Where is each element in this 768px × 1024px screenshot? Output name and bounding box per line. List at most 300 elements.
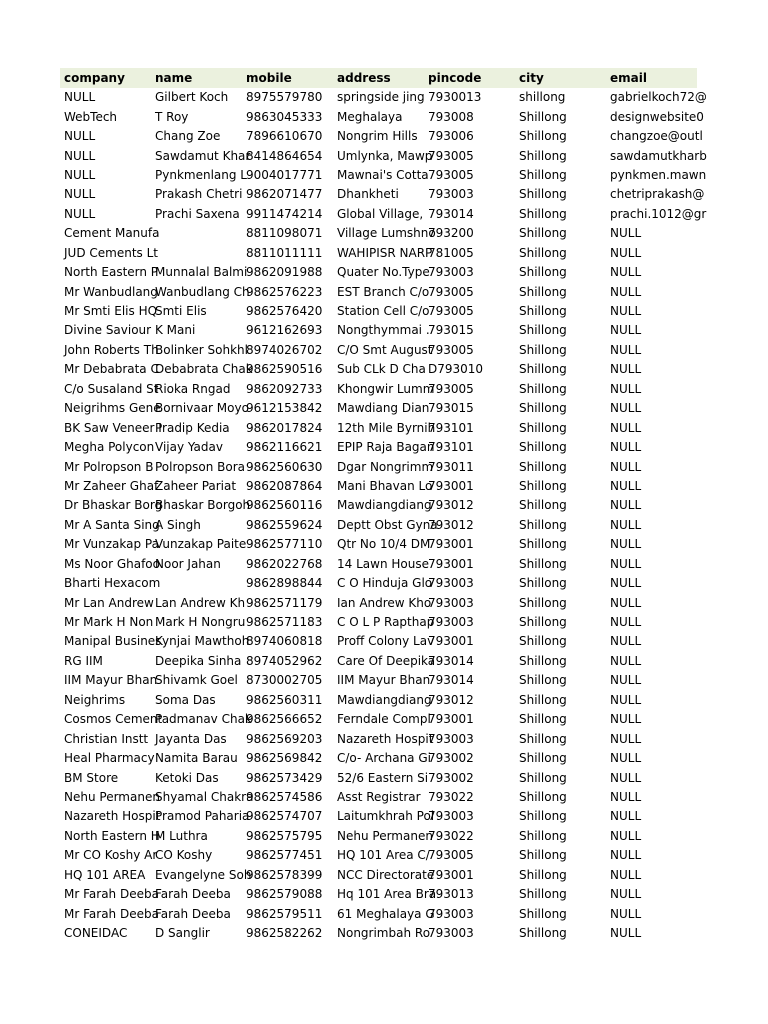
cell-pincode[interactable]: 793003 xyxy=(428,906,474,921)
cell-pincode[interactable]: 793014 xyxy=(428,653,474,668)
cell-city[interactable]: Shillong xyxy=(519,129,567,144)
cell-mobile[interactable]: 9862575795 xyxy=(246,828,323,843)
cell-mobile[interactable]: 9862576420 xyxy=(246,304,323,319)
cell-pincode[interactable]: 793001 xyxy=(428,537,474,552)
column-header-company[interactable]: company xyxy=(64,70,125,85)
cell-name[interactable]: Lan Andrew Kh xyxy=(155,595,246,610)
cell-mobile[interactable]: 9862091988 xyxy=(246,265,323,280)
cell-email[interactable]: NULL xyxy=(610,342,642,357)
cell-name[interactable]: Zaheer Pariat xyxy=(155,478,237,493)
cell-city[interactable]: Shillong xyxy=(519,556,567,571)
cell-pincode[interactable]: 793005 xyxy=(428,148,474,163)
cell-mobile[interactable]: 8811011111 xyxy=(246,245,323,260)
cell-address[interactable]: Nongrim Hills xyxy=(337,129,418,144)
table-row[interactable] xyxy=(60,127,703,146)
cell-pincode[interactable]: 793003 xyxy=(428,615,474,630)
cell-name[interactable]: A Singh xyxy=(155,517,201,532)
cell-name[interactable]: Sawdamut Khar xyxy=(155,148,251,163)
cell-pincode[interactable]: 793001 xyxy=(428,478,474,493)
cell-address[interactable]: 12th Mile Byrnih xyxy=(337,420,436,435)
cell-address[interactable]: C/O Smt August xyxy=(337,342,433,357)
table-row[interactable] xyxy=(60,710,697,729)
cell-company[interactable]: John Roberts Th xyxy=(64,342,159,357)
table-row[interactable] xyxy=(60,496,697,515)
table-row[interactable] xyxy=(60,263,697,282)
cell-city[interactable]: Shillong xyxy=(519,187,567,202)
cell-pincode[interactable]: 793013 xyxy=(428,887,474,902)
cell-company[interactable]: Neighrims xyxy=(64,692,126,707)
cell-mobile[interactable]: 8414864654 xyxy=(246,148,323,163)
cell-city[interactable]: Shillong xyxy=(519,712,567,727)
cell-address[interactable]: C O Hinduja Glo xyxy=(337,576,433,591)
cell-email[interactable]: NULL xyxy=(610,459,642,474)
cell-name[interactable]: Deepika Sinha xyxy=(155,653,242,668)
cell-email[interactable]: NULL xyxy=(610,828,642,843)
table-row[interactable] xyxy=(60,107,704,126)
cell-address[interactable]: 14 Lawn House xyxy=(337,556,429,571)
table-row[interactable] xyxy=(60,457,697,476)
cell-company[interactable]: Bharti Hexacom xyxy=(64,576,161,591)
cell-name[interactable]: Soma Das xyxy=(155,692,216,707)
cell-name[interactable]: Padmanav Chak xyxy=(155,712,252,727)
cell-address[interactable]: Station Cell C/o xyxy=(337,304,430,319)
cell-email[interactable]: NULL xyxy=(610,653,642,668)
cell-city[interactable]: Shillong xyxy=(519,265,567,280)
table-row[interactable] xyxy=(60,807,697,826)
cell-company[interactable]: Dr Bhaskar Borg xyxy=(64,498,163,513)
cell-mobile[interactable]: 9862566652 xyxy=(246,712,323,727)
cell-city[interactable]: Shillong xyxy=(519,517,567,532)
cell-pincode[interactable]: 793011 xyxy=(428,459,474,474)
cell-city[interactable]: Shillong xyxy=(519,459,567,474)
table-row[interactable] xyxy=(60,302,697,321)
cell-pincode[interactable]: 793005 xyxy=(428,167,474,182)
cell-company[interactable]: Mr Smti Elis HQ xyxy=(64,304,158,319)
table-row[interactable] xyxy=(60,749,697,768)
column-header-pincode[interactable]: pincode xyxy=(428,70,482,85)
cell-address[interactable]: WAHIPISR NARP xyxy=(337,245,433,260)
cell-name[interactable]: CO Koshy xyxy=(155,848,213,863)
cell-pincode[interactable]: 793003 xyxy=(428,187,474,202)
cell-company[interactable]: C/o Susaland St xyxy=(64,381,159,396)
cell-city[interactable]: Shillong xyxy=(519,167,567,182)
table-row[interactable] xyxy=(60,418,697,437)
cell-company[interactable]: Mr Lan Andrew xyxy=(64,595,154,610)
cell-email[interactable]: NULL xyxy=(610,712,642,727)
table-row[interactable] xyxy=(60,904,697,923)
cell-mobile[interactable]: 8974060818 xyxy=(246,634,323,649)
cell-address[interactable]: Hq 101 Area Bra xyxy=(337,887,437,902)
cell-company[interactable]: Megha Polycon xyxy=(64,440,155,455)
table-row[interactable] xyxy=(60,88,707,107)
table-row[interactable] xyxy=(60,924,697,943)
table-row[interactable] xyxy=(60,866,697,885)
cell-name[interactable]: Noor Jahan xyxy=(155,556,221,571)
cell-address[interactable]: Ian Andrew Kho xyxy=(337,595,432,610)
cell-mobile[interactable]: 9862578399 xyxy=(246,867,323,882)
table-row[interactable] xyxy=(60,244,697,263)
cell-mobile[interactable]: 9862576223 xyxy=(246,284,323,299)
cell-address[interactable]: 52/6 Eastern Si xyxy=(337,770,429,785)
cell-address[interactable]: Meghalaya xyxy=(337,109,403,124)
cell-city[interactable]: Shillong xyxy=(519,867,567,882)
cell-address[interactable]: EST Branch C/o xyxy=(337,284,430,299)
cell-city[interactable]: Shillong xyxy=(519,420,567,435)
cell-mobile[interactable]: 9862582262 xyxy=(246,926,323,941)
cell-mobile[interactable]: 9862573429 xyxy=(246,770,323,785)
cell-pincode[interactable]: 793003 xyxy=(428,731,474,746)
cell-address[interactable]: Laitumkhrah Pol xyxy=(337,809,435,824)
cell-address[interactable]: Nongrimbah Ro xyxy=(337,926,431,941)
cell-name[interactable]: Namita Barau xyxy=(155,751,238,766)
cell-mobile[interactable]: 8975579780 xyxy=(246,90,323,105)
cell-email[interactable]: NULL xyxy=(610,304,642,319)
cell-email[interactable]: NULL xyxy=(610,284,642,299)
cell-address[interactable]: C/o- Archana Gi xyxy=(337,751,431,766)
cell-pincode[interactable]: 793002 xyxy=(428,770,474,785)
cell-pincode[interactable]: 793003 xyxy=(428,595,474,610)
cell-company[interactable]: NULL xyxy=(64,167,96,182)
cell-pincode[interactable]: 793001 xyxy=(428,556,474,571)
cell-city[interactable]: Shillong xyxy=(519,770,567,785)
cell-pincode[interactable]: 793003 xyxy=(428,576,474,591)
cell-mobile[interactable]: 9862022768 xyxy=(246,556,323,571)
cell-city[interactable]: Shillong xyxy=(519,731,567,746)
cell-email[interactable]: NULL xyxy=(610,867,642,882)
table-row[interactable] xyxy=(60,185,705,204)
cell-mobile[interactable]: 7896610670 xyxy=(246,129,323,144)
cell-company[interactable]: North Eastern P xyxy=(64,265,159,280)
table-row[interactable] xyxy=(60,691,697,710)
cell-email[interactable]: designwebsite0 xyxy=(610,109,704,124)
table-row[interactable] xyxy=(60,613,697,632)
cell-mobile[interactable]: 9862087864 xyxy=(246,478,323,493)
cell-company[interactable]: Mr Mark H Non xyxy=(64,615,154,630)
cell-pincode[interactable]: 793022 xyxy=(428,828,474,843)
table-row[interactable] xyxy=(60,399,697,418)
cell-email[interactable]: sawdamutkharb xyxy=(610,148,707,163)
cell-company[interactable]: Mr A Santa Sing xyxy=(64,517,160,532)
cell-email[interactable]: NULL xyxy=(610,692,642,707)
cell-email[interactable]: NULL xyxy=(610,576,642,591)
cell-company[interactable]: Mr Wanbudlang xyxy=(64,284,158,299)
cell-address[interactable]: Khongwir Lumm xyxy=(337,381,435,396)
cell-email[interactable]: NULL xyxy=(610,770,642,785)
cell-company[interactable]: IIM Mayur Bhan xyxy=(64,673,158,688)
cell-city[interactable]: Shillong xyxy=(519,789,567,804)
cell-company[interactable]: Mr Vunzakap Pa xyxy=(64,537,159,552)
cell-city[interactable]: Shillong xyxy=(519,362,567,377)
cell-company[interactable]: Mr Farah Deeba xyxy=(64,887,159,902)
cell-city[interactable]: Shillong xyxy=(519,887,567,902)
cell-mobile[interactable]: 9862579088 xyxy=(246,887,323,902)
cell-company[interactable]: NULL xyxy=(64,90,96,105)
cell-address[interactable]: Deptt Obst Gyna xyxy=(337,517,438,532)
cell-mobile[interactable]: 9862569842 xyxy=(246,751,323,766)
cell-email[interactable]: NULL xyxy=(610,595,642,610)
cell-address[interactable]: IIM Mayur Bhan xyxy=(337,673,431,688)
cell-email[interactable]: NULL xyxy=(610,809,642,824)
cell-pincode[interactable]: 7930013 xyxy=(428,90,482,105)
cell-mobile[interactable]: 9862574707 xyxy=(246,809,323,824)
cell-address[interactable]: Quater No.Type xyxy=(337,265,430,280)
cell-address[interactable]: Umlynka, Mawp xyxy=(337,148,433,163)
cell-company[interactable]: Mr Polropson B xyxy=(64,459,154,474)
cell-name[interactable]: Evangelyne Soh xyxy=(155,867,252,882)
table-row[interactable] xyxy=(60,846,697,865)
cell-city[interactable]: Shillong xyxy=(519,615,567,630)
cell-city[interactable]: Shillong xyxy=(519,245,567,260)
cell-email[interactable]: NULL xyxy=(610,323,642,338)
cell-address[interactable]: Mani Bhavan Lo xyxy=(337,478,433,493)
table-row[interactable] xyxy=(60,555,697,574)
cell-company[interactable]: Manipal Busines xyxy=(64,634,162,649)
cell-name[interactable]: T Roy xyxy=(155,109,189,124)
cell-email[interactable]: NULL xyxy=(610,556,642,571)
cell-pincode[interactable]: 781005 xyxy=(428,245,474,260)
cell-company[interactable]: Christian Instt xyxy=(64,731,149,746)
cell-name[interactable]: Chang Zoe xyxy=(155,129,221,144)
cell-pincode[interactable]: 793012 xyxy=(428,517,474,532)
cell-address[interactable]: EPIP Raja Bagan xyxy=(337,440,435,455)
cell-address[interactable]: Mawdiangdiang xyxy=(337,692,432,707)
cell-address[interactable]: Mawdiang Dian xyxy=(337,401,430,416)
cell-address[interactable]: Dhankheti xyxy=(337,187,399,202)
cell-address[interactable]: Dgar Nongrimm xyxy=(337,459,434,474)
table-row[interactable] xyxy=(60,535,697,554)
cell-email[interactable]: NULL xyxy=(610,420,642,435)
cell-mobile[interactable]: 9862571179 xyxy=(246,595,323,610)
cell-name[interactable]: Bolinker Sohkhl xyxy=(155,342,248,357)
cell-name[interactable]: Pynkmenlang L xyxy=(155,167,247,182)
cell-city[interactable]: shillong xyxy=(519,90,566,105)
cell-city[interactable]: Shillong xyxy=(519,478,567,493)
cell-name[interactable]: Farah Deeba xyxy=(155,887,231,902)
cell-name[interactable]: Shyamal Chakra xyxy=(155,789,254,804)
cell-city[interactable]: Shillong xyxy=(519,906,567,921)
cell-address[interactable]: Mawnai's Cotta xyxy=(337,167,429,182)
table-row[interactable] xyxy=(60,360,697,379)
cell-pincode[interactable]: 793003 xyxy=(428,926,474,941)
cell-email[interactable]: NULL xyxy=(610,226,642,241)
cell-address[interactable]: HQ 101 Area C/ xyxy=(337,848,430,863)
table-row[interactable] xyxy=(60,574,697,593)
cell-company[interactable]: CONEIDAC xyxy=(64,926,128,941)
cell-email[interactable]: prachi.1012@gr xyxy=(610,206,707,221)
cell-mobile[interactable]: 9862579511 xyxy=(246,906,323,921)
cell-company[interactable]: BM Store xyxy=(64,770,119,785)
cell-mobile[interactable]: 8974052962 xyxy=(246,653,323,668)
cell-name[interactable]: Rioka Rngad xyxy=(155,381,231,396)
cell-name[interactable]: Farah Deeba xyxy=(155,906,231,921)
cell-address[interactable]: Mawdiangdiang xyxy=(337,498,432,513)
cell-company[interactable]: NULL xyxy=(64,129,96,144)
cell-address[interactable]: Global Village, xyxy=(337,206,424,221)
cell-mobile[interactable]: 8974026702 xyxy=(246,342,323,357)
cell-mobile[interactable]: 9612162693 xyxy=(246,323,323,338)
cell-pincode[interactable]: 793001 xyxy=(428,634,474,649)
cell-mobile[interactable]: 9862574586 xyxy=(246,789,323,804)
cell-pincode[interactable]: 793101 xyxy=(428,440,474,455)
cell-city[interactable]: Shillong xyxy=(519,926,567,941)
cell-city[interactable]: Shillong xyxy=(519,751,567,766)
cell-company[interactable]: Cement Manufa xyxy=(64,226,160,241)
cell-email[interactable]: NULL xyxy=(610,789,642,804)
cell-pincode[interactable]: 793014 xyxy=(428,206,474,221)
column-header-city[interactable]: city xyxy=(519,70,544,85)
cell-city[interactable]: Shillong xyxy=(519,323,567,338)
cell-email[interactable]: NULL xyxy=(610,362,642,377)
cell-company[interactable]: Ms Noor Ghafoo xyxy=(64,556,160,571)
cell-city[interactable]: Shillong xyxy=(519,653,567,668)
cell-email[interactable]: NULL xyxy=(610,887,642,902)
cell-name[interactable]: Prachi Saxena xyxy=(155,206,240,221)
cell-city[interactable]: Shillong xyxy=(519,401,567,416)
column-header-email[interactable]: email xyxy=(610,70,647,85)
cell-company[interactable]: Neigrihms Gene xyxy=(64,401,161,416)
cell-name[interactable]: Wanbudlang Ch xyxy=(155,284,250,299)
cell-mobile[interactable]: 8730002705 xyxy=(246,673,323,688)
table-row[interactable] xyxy=(60,477,697,496)
cell-address[interactable]: Care Of Deepika xyxy=(337,653,436,668)
cell-mobile[interactable]: 9862577110 xyxy=(246,537,323,552)
cell-city[interactable]: Shillong xyxy=(519,537,567,552)
cell-pincode[interactable]: 793101 xyxy=(428,420,474,435)
cell-company[interactable]: Nehu Permanen xyxy=(64,789,160,804)
cell-email[interactable]: gabrielkoch72@ xyxy=(610,90,707,105)
cell-name[interactable]: Smti Elis xyxy=(155,304,207,319)
cell-email[interactable]: NULL xyxy=(610,478,642,493)
cell-email[interactable]: NULL xyxy=(610,498,642,513)
cell-city[interactable]: Shillong xyxy=(519,828,567,843)
cell-mobile[interactable]: 9862116621 xyxy=(246,440,323,455)
cell-company[interactable]: NULL xyxy=(64,148,96,163)
cell-company[interactable]: Mr Debabrata C xyxy=(64,362,159,377)
cell-name[interactable]: M Luthra xyxy=(155,828,208,843)
table-row[interactable] xyxy=(60,516,697,535)
cell-address[interactable]: C O L P Rapthap xyxy=(337,615,435,630)
cell-pincode[interactable]: 793001 xyxy=(428,867,474,882)
cell-company[interactable]: Mr CO Koshy Ar xyxy=(64,848,158,863)
table-row[interactable] xyxy=(60,321,697,340)
cell-mobile[interactable]: 9911474214 xyxy=(246,206,323,221)
column-header-mobile[interactable]: mobile xyxy=(246,70,292,85)
cell-address[interactable]: Asst Registrar xyxy=(337,789,421,804)
cell-address[interactable]: Village Lumshno xyxy=(337,226,436,241)
cell-company[interactable]: Cosmos Cement xyxy=(64,712,163,727)
cell-name[interactable]: Pramod Paharia xyxy=(155,809,250,824)
cell-email[interactable]: NULL xyxy=(610,517,642,532)
cell-pincode[interactable]: 793005 xyxy=(428,284,474,299)
table-row[interactable] xyxy=(60,146,707,165)
cell-company[interactable]: WebTech xyxy=(64,109,118,124)
cell-name[interactable]: Munnalal Balmi xyxy=(155,265,248,280)
cell-mobile[interactable]: 9862571183 xyxy=(246,615,323,630)
cell-name[interactable]: Debabrata Chak xyxy=(155,362,253,377)
table-row[interactable] xyxy=(60,224,697,243)
cell-company[interactable]: BK Saw Veneer I xyxy=(64,420,162,435)
table-row[interactable] xyxy=(60,768,697,787)
cell-name[interactable]: Vunzakap Paite xyxy=(155,537,247,552)
table-row[interactable] xyxy=(60,885,697,904)
cell-address[interactable]: NCC Directorate xyxy=(337,867,435,882)
cell-company[interactable]: Heal Pharmacy xyxy=(64,751,155,766)
cell-email[interactable]: NULL xyxy=(610,537,642,552)
cell-pincode[interactable]: 793012 xyxy=(428,692,474,707)
cell-name[interactable]: Bhaskar Borgoh xyxy=(155,498,251,513)
table-row[interactable] xyxy=(60,205,707,224)
cell-email[interactable]: NULL xyxy=(610,245,642,260)
cell-email[interactable]: NULL xyxy=(610,615,642,630)
table-row[interactable] xyxy=(60,729,697,748)
cell-mobile[interactable]: 9862017824 xyxy=(246,420,323,435)
cell-company[interactable]: RG IIM xyxy=(64,653,103,668)
table-row[interactable] xyxy=(60,380,697,399)
table-row[interactable] xyxy=(60,632,697,651)
cell-address[interactable]: springside jing xyxy=(337,90,425,105)
cell-company[interactable]: HQ 101 AREA xyxy=(64,867,146,882)
cell-name[interactable]: K Mani xyxy=(155,323,196,338)
cell-email[interactable]: NULL xyxy=(610,906,642,921)
cell-pincode[interactable]: 793003 xyxy=(428,809,474,824)
cell-email[interactable]: NULL xyxy=(610,673,642,688)
cell-mobile[interactable]: 9862560116 xyxy=(246,498,323,513)
cell-address[interactable]: Qtr No 10/4 DM xyxy=(337,537,431,552)
cell-name[interactable]: Polropson Bora xyxy=(155,459,245,474)
cell-city[interactable]: Shillong xyxy=(519,848,567,863)
cell-email[interactable]: NULL xyxy=(610,440,642,455)
cell-email[interactable]: NULL xyxy=(610,401,642,416)
cell-mobile[interactable]: 9863045333 xyxy=(246,109,323,124)
cell-company[interactable]: Mr Zaheer Ghaf xyxy=(64,478,159,493)
cell-city[interactable]: Shillong xyxy=(519,576,567,591)
cell-pincode[interactable]: D793010 xyxy=(428,362,484,377)
cell-pincode[interactable]: 793200 xyxy=(428,226,474,241)
cell-mobile[interactable]: 9612153842 xyxy=(246,401,323,416)
cell-pincode[interactable]: 793005 xyxy=(428,304,474,319)
cell-address[interactable]: Nehu Permanen xyxy=(337,828,433,843)
cell-mobile[interactable]: 9862898844 xyxy=(246,576,323,591)
cell-email[interactable]: NULL xyxy=(610,926,642,941)
table-row[interactable] xyxy=(60,827,697,846)
cell-pincode[interactable]: 793005 xyxy=(428,381,474,396)
cell-company[interactable]: JUD Cements Lt xyxy=(64,245,158,260)
cell-mobile[interactable]: 9862092733 xyxy=(246,381,323,396)
cell-mobile[interactable]: 9862559624 xyxy=(246,517,323,532)
cell-company[interactable]: NULL xyxy=(64,187,96,202)
cell-address[interactable]: Sub CLk D Cha xyxy=(337,362,426,377)
cell-pincode[interactable]: 793005 xyxy=(428,848,474,863)
cell-name[interactable]: Ketoki Das xyxy=(155,770,219,785)
cell-city[interactable]: Shillong xyxy=(519,673,567,688)
cell-email[interactable]: pynkmen.mawn xyxy=(610,167,707,182)
column-header-address[interactable]: address xyxy=(337,70,391,85)
cell-address[interactable]: Proff Colony Lav xyxy=(337,634,435,649)
cell-email[interactable]: changzoe@outl xyxy=(610,129,703,144)
cell-pincode[interactable]: 793001 xyxy=(428,712,474,727)
cell-mobile[interactable]: 9862577451 xyxy=(246,848,323,863)
cell-company[interactable]: Nazareth Hospit xyxy=(64,809,161,824)
cell-mobile[interactable]: 8811098071 xyxy=(246,226,323,241)
table-row[interactable] xyxy=(60,593,697,612)
table-row[interactable] xyxy=(60,282,697,301)
cell-pincode[interactable]: 793015 xyxy=(428,401,474,416)
cell-email[interactable]: NULL xyxy=(610,381,642,396)
table-row[interactable] xyxy=(60,438,697,457)
cell-city[interactable]: Shillong xyxy=(519,304,567,319)
table-row[interactable] xyxy=(60,671,697,690)
table-row[interactable] xyxy=(60,652,697,671)
